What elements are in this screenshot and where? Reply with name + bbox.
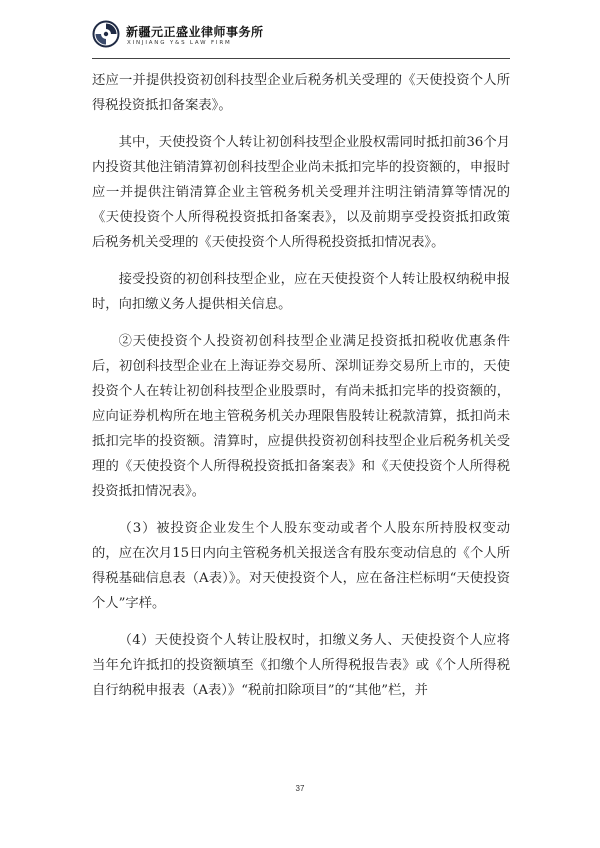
paragraph-4: ②天使投资个人投资初创科技型企业满足投资抵扣税收优惠条件后，初创科技型企业在上海证券交易所、深圳证券交易所上市的，天使投资个人在转让初创科技型企业股票时，有尚未抵扣完毕的投资额的，应向证券机构所在地主管税务机关办理限售股转让税款清算，抵扣尚未抵扣完毕的投资额。清算时，应提供投资初创科技型企业后税务机关受理的《天使投资个人所得税投资抵扣备案表》和《天使投资个人所得税投资抵扣情况表》。 [92, 334, 510, 499]
firm-name-chinese: 新疆元正盛业律师事务所 [126, 25, 264, 39]
document-body [92, 68, 510, 715]
paragraph-2: 其中，天使投资个人转让初创科技型企业股权需同时抵扣前36个月内投资其他注销清算初创科技型企业尚未抵扣完毕的投资额的，申报时应一并提供注销清算企业主管税务机关受理并注明注销清算等情况的《天使投资个人所得税投资抵扣备案表》，以及前期享受投资抵扣政策后税务机关受理的《天使投资个人所得税投资抵扣情况表》。 [92, 135, 510, 250]
paragraph-1: 还应一并提供投资初创科技型企业后税务机关受理的《天使投资个人所得税投资抵扣备案表》。 [92, 73, 510, 113]
firm-name-english: XINJIANG Y&S LAW FIRM [127, 40, 232, 46]
paragraph-6: （4）天使投资个人转让股权时，扣缴义务人、天使投资个人应将当年允许抵扣的投资额填至《扣缴个人所得税报告表》或《个人所得税自行纳税申报表（A表）》“税前扣除项目”的“其他”栏，并 [92, 633, 510, 698]
law-firm-logo-icon [92, 20, 120, 48]
paragraph-5: （3）被投资企业发生个人股东变动或者个人股东所持股权变动的，应在次月15日内向主管税务机关报送含有股东变动信息的《个人所得税基础信息表（A表）》。对天使投资个人，应在备注栏标明“天使投资个人”字样。 [92, 521, 510, 611]
page-number: 37 [295, 784, 305, 793]
page-header [92, 14, 512, 54]
header-divider [92, 58, 510, 59]
paragraph-3: 接受投资的初创科技型企业，应在天使投资个人转让股权纳税申报时，向扣缴义务人提供相关信息。 [92, 272, 510, 312]
